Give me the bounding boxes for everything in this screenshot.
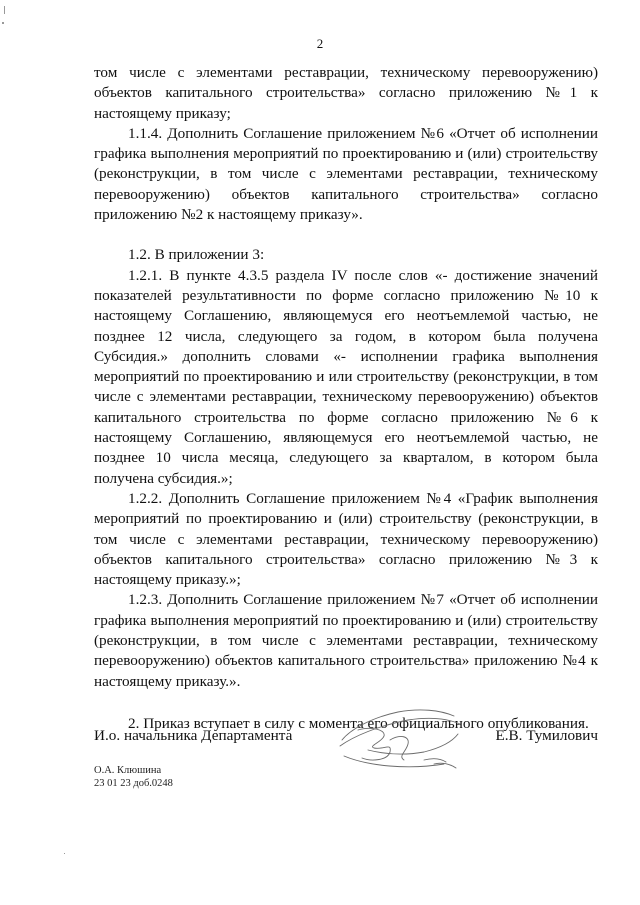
- paragraph-continuation: том числе с элементами реставрации, техническому перевооружению) объектов капитального строительства» согласно приложению №1 к настоящему приказу;: [94, 64, 598, 122]
- page-number: 2: [316, 36, 324, 51]
- signatory-name: Е.В. Тумилович: [495, 727, 598, 744]
- executor-name: О.А. Клюшина: [94, 765, 162, 776]
- executor-phone: 23 01 23 доб.0248: [94, 778, 173, 789]
- executor-info: [94, 764, 173, 790]
- paragraph-1-2-2: 1.2.2. Дополнить Соглашение приложением №4 «График выполнения мероприятий по проектированию и (или) строительству (реконструкции, в том числе с элементами реставрации, техническому перевооружению) объектов капитального строительства» согласно приложению №3 к настоящему приказу.»;: [94, 489, 598, 589]
- scan-artifact: [2, 22, 4, 24]
- paragraph-1-1-4: 1.1.4. Дополнить Соглашение приложением №6 «Отчет об исполнении графика выполнения мероприятий по проектированию и (или) строительству (реконструкции, в том числе с элементами реставрации, техническому перевооружению) объектов капитального строительства» согласно приложению №2 к настоящему приказу».: [94, 124, 598, 224]
- paragraph-1-2-3: 1.2.3. Дополнить Соглашение приложением №7 «Отчет об исполнении графика выполнения мероприятий по проектированию и (или) строительству (реконструкции, в том числе с элементами реставрации, техническому перевооружению) объектов капитального строительства» приложению №4 к настоящему приказу.».: [94, 591, 598, 690]
- handwritten-signature: [328, 700, 478, 778]
- document-body: [94, 63, 598, 734]
- paragraph-2: 2. Приказ вступает в силу с момента его официального опубликования.: [128, 714, 589, 732]
- signatory-position: И.о. начальника Департамента: [94, 727, 293, 744]
- scan-artifact: [64, 853, 65, 854]
- paragraph-1-2-1: 1.2.1. В пункте 4.3.5 раздела IV после слов «- достижение значений показателей результативности по форме согласно приложению №10 к настоящему Соглашению, являющемуся его неотъемлемой частью, не позднее 12 числа, следующего за годом, в котором была получена Субсидия.» дополнить словами «- исполнении графика выполнения мероприятий по проектированию и или строительству (реконструкции, в том числе с элементами реставрации, техническому перевооружению) объектов капитального строительства по форме согласно приложению №6 к настоящему Соглашению, являющемуся его неотъемлемой частью, не позднее 10 числа месяца, следующего за кварталом, в котором была получена субсидия.»;: [94, 266, 598, 487]
- scan-artifact: [4, 6, 5, 14]
- paragraph-1-2: 1.2. В приложении 3:: [128, 246, 265, 264]
